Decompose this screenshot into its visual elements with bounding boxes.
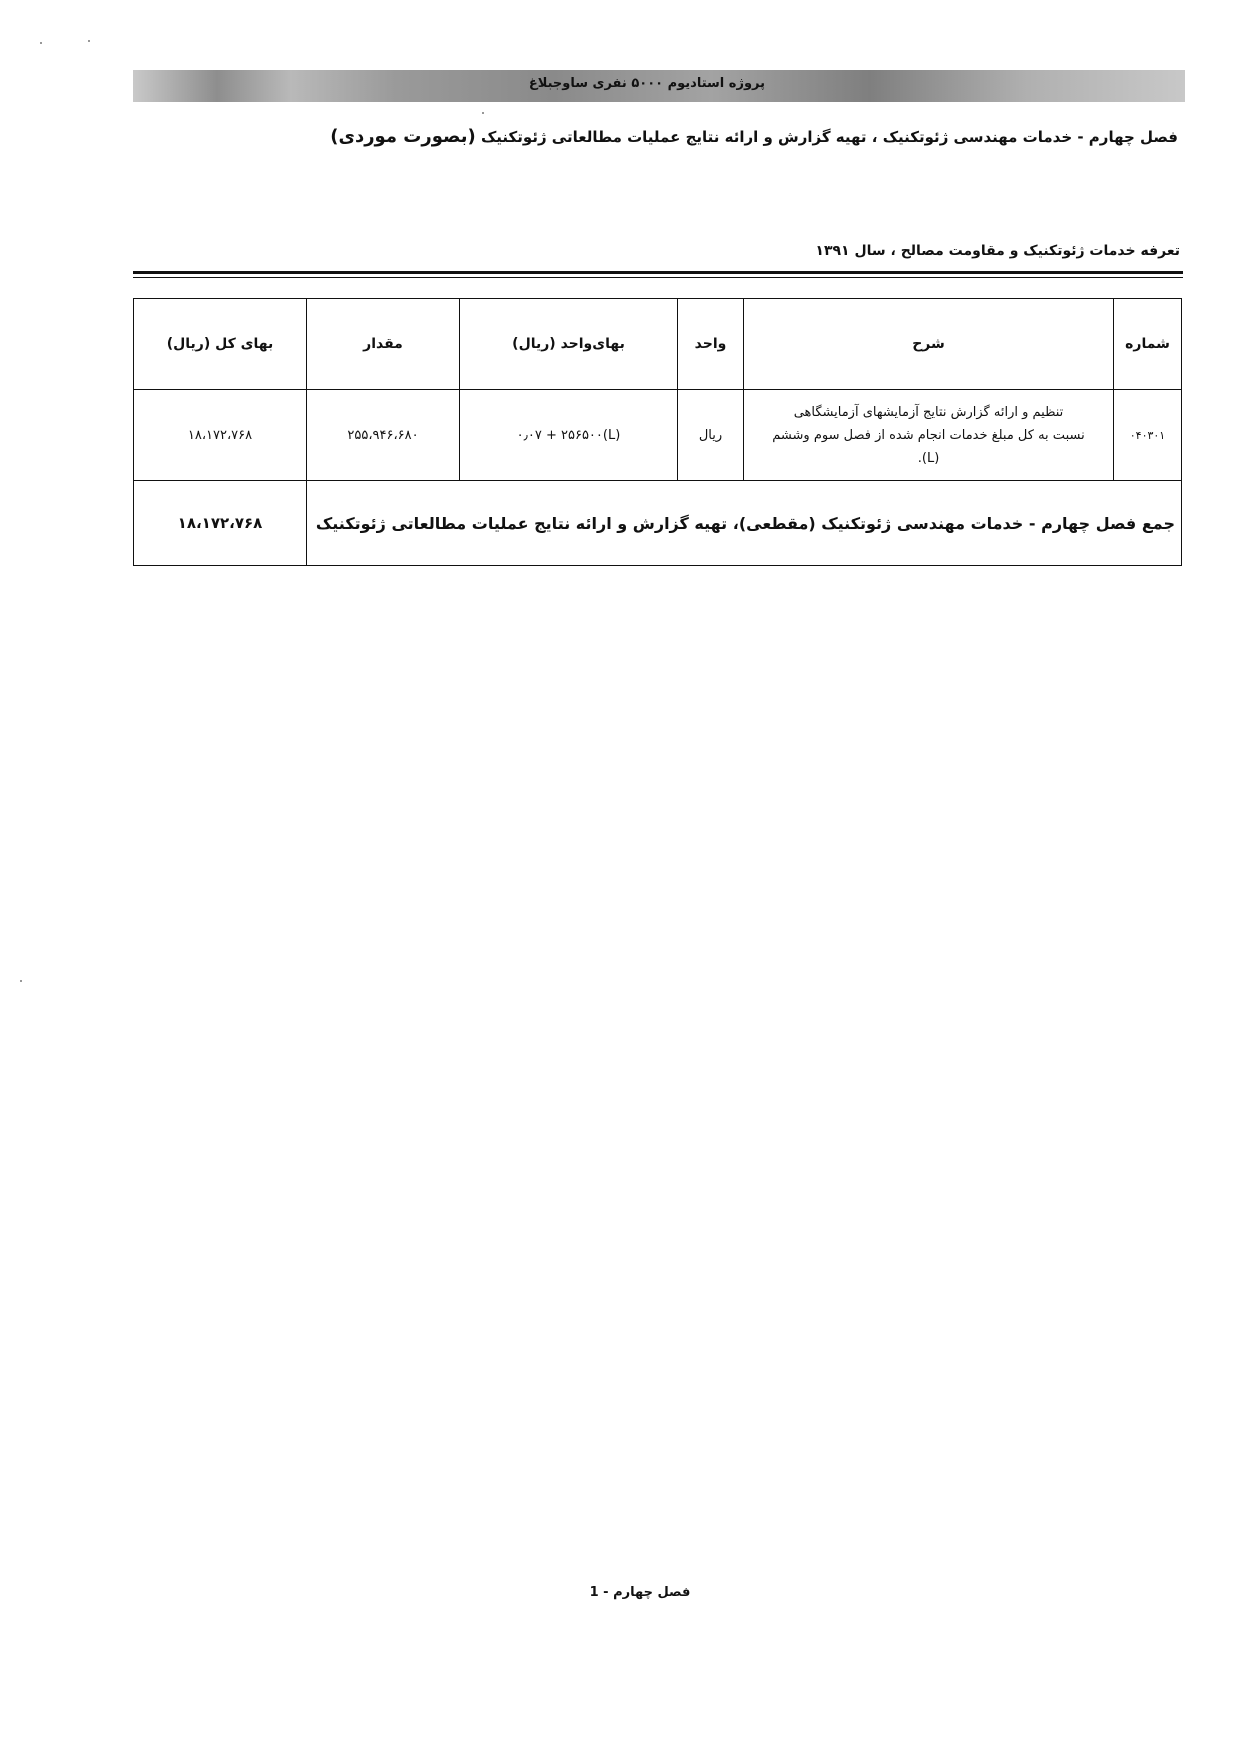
row-description-line-1: تنظیم و ارائه گزارش نتایج آزمایشهای آزمایشگاهی [793, 404, 1064, 420]
chapter-title-suffix: (بصورت موردی) [330, 126, 476, 147]
chapter-title-main: فصل چهارم - خدمات مهندسی ژئوتکنیک ، تهیه گزارش و ارائه نتایج عملیات مطالعاتی ژئوتکنیک [480, 128, 1178, 146]
title-rule-thin [133, 277, 1183, 278]
row-description-line-2: نسبت به کل مبلغ خدمات انجام شده از فصل سوم وششم [772, 427, 1085, 443]
scan-speck [482, 112, 484, 114]
total-value: ۱۸،۱۷۲،۷۶۸ [134, 481, 307, 566]
page-footer-label: فصل چهارم - 1 [589, 1585, 691, 1600]
header-total-price: بهای کل (ریال) [134, 299, 307, 390]
header-unit: واحد [678, 299, 744, 390]
header-quantity: مقدار [307, 299, 460, 390]
table-row [134, 390, 1182, 481]
chapter-title [278, 126, 1178, 147]
scan-speck [20, 980, 22, 982]
scan-speck [88, 40, 90, 42]
table-total-row [134, 481, 1182, 566]
row-description-line-3: (L). [917, 450, 940, 466]
row-number: ۰۴۰۳۰۱ [1114, 390, 1182, 481]
header-description: شرح [744, 299, 1114, 390]
row-unit-price: (L)۰٫۰۷ + ۲۵۶۵۰۰ [460, 390, 678, 481]
project-label: پروژه استادیوم ۵۰۰۰ نفری ساوجبلاغ [528, 76, 765, 91]
title-rule-thick [133, 271, 1183, 274]
total-label: جمع فصل چهارم - خدمات مهندسی ژئوتکنیک (مقطعی)، تهیه گزارش و ارائه نتایج عملیات مطالعاتی ژئوتکنیک [307, 481, 1182, 566]
table-header-row [134, 299, 1182, 390]
row-quantity: ۲۵۵،۹۴۶،۶۸۰ [307, 390, 460, 481]
row-description [744, 390, 1114, 481]
items-table [133, 298, 1182, 566]
header-unit-price: بهای‌واحد (ریال) [460, 299, 678, 390]
row-unit: ریال [678, 390, 744, 481]
header-number: شماره [1114, 299, 1182, 390]
tariff-title: تعرفه خدمات ژئوتکنیک و مقاومت مصالح ، سال ۱۳۹۱ [815, 243, 1180, 259]
row-total-price: ۱۸،۱۷۲،۷۶۸ [134, 390, 307, 481]
scan-speck [40, 42, 42, 44]
